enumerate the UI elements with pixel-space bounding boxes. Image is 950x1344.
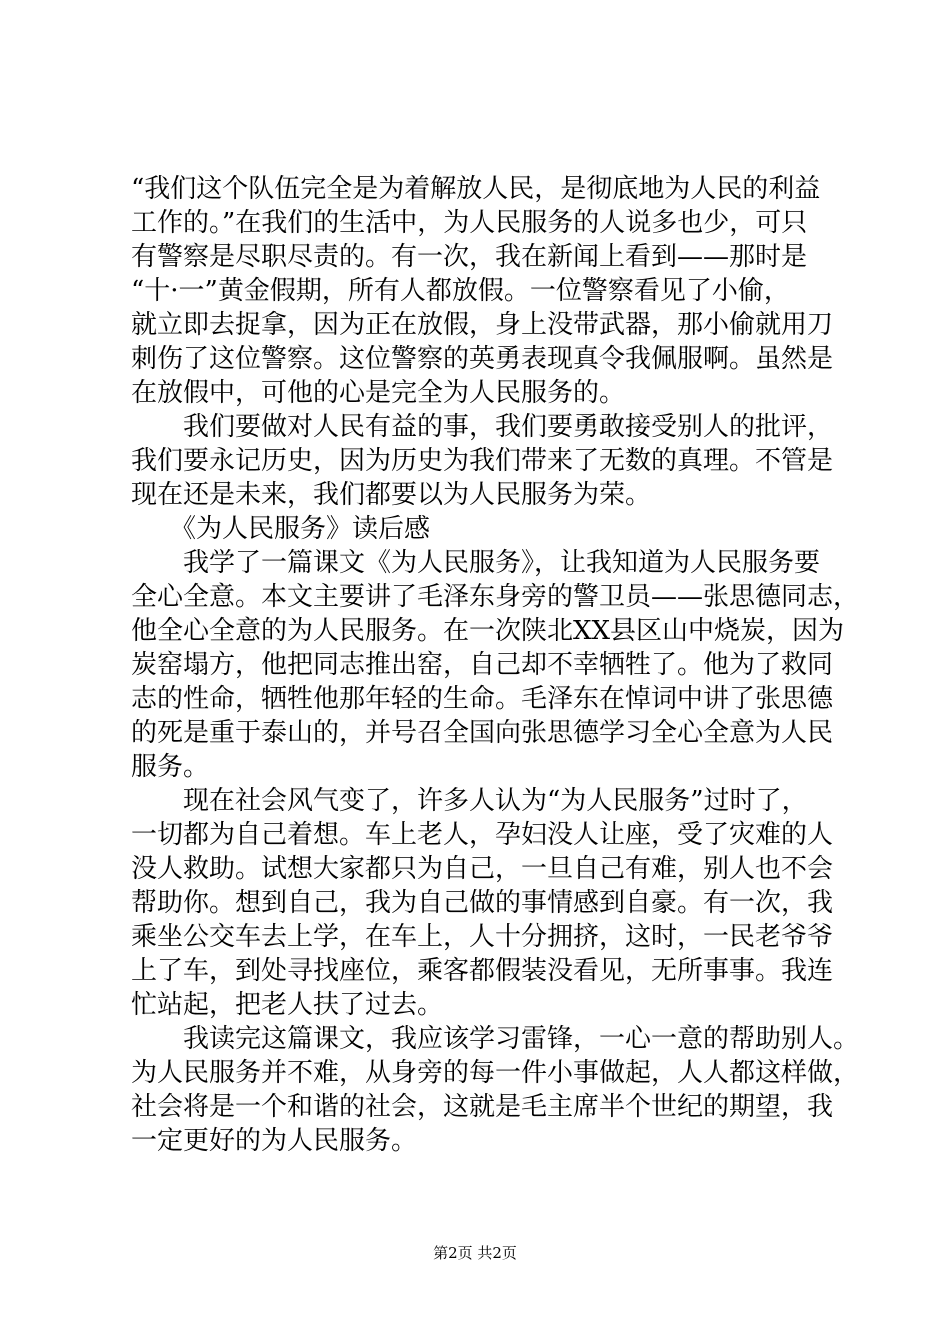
text-line: 社会将是一个和谐的社会，这就是毛主席半个世纪的期望，我 xyxy=(131,1092,834,1122)
text-line: 我们要做对人民有益的事，我们要勇敢接受别人的批评， xyxy=(131,412,834,442)
text-line: 炭窑塌方，他把同志推出窑，自己却不幸牺牲了。他为了救同 xyxy=(131,650,834,680)
text-line: 帮助你。想到自己，我为自己做的事情感到自豪。有一次，我 xyxy=(131,888,834,918)
text-line: 志的性命，牺牲他那年轻的生命。毛泽东在悼词中讲了张思德 xyxy=(131,684,834,714)
text-line: 没人救助。试想大家都只为自己，一旦自己有难，别人也不会 xyxy=(131,854,834,884)
text-line: 现在社会风气变了，许多人认为“为人民服务”过时了， xyxy=(131,786,808,816)
document-body xyxy=(131,172,860,1158)
text-line: 现在还是未来，我们都要以为人民服务为荣。 xyxy=(131,480,652,510)
text-line: 有警察是尽职尽责的。有一次，我在新闻上看到——那时是 xyxy=(131,242,808,272)
text-line: 乘坐公交车去上学，在车上，人十分拥挤，这时，一民老爷爷 xyxy=(131,922,834,952)
text-line: 一切都为自己着想。车上老人，孕妇没人让座，受了灾难的人 xyxy=(131,820,834,850)
text-line: 上了车，到处寻找座位，乘客都假装没看见，无所事事。我连 xyxy=(131,956,834,986)
text-line: 工作的。”在我们的生活中，为人民服务的人说多也少，可只 xyxy=(131,208,808,238)
text-line: 忙站起，把老人扶了过去。 xyxy=(131,990,444,1020)
text-line: 我们要永记历史，因为历史为我们带来了无数的真理。不管是 xyxy=(131,446,834,476)
text-line: 他全心全意的为人民服务。在一次陕北XX县区山中烧炭，因为 xyxy=(131,616,845,646)
text-line: 一定更好的为人民服务。 xyxy=(131,1126,418,1156)
text-line: 的死是重于泰山的，并号召全国向张思德学习全心全意为人民 xyxy=(131,718,834,748)
text-line: 在放假中，可他的心是完全为人民服务的。 xyxy=(131,378,626,408)
text-line: “我们这个队伍完全是为着解放人民，是彻底地为人民的利益 xyxy=(131,174,821,204)
text-line: 就立即去捉拿，因为正在放假，身上没带武器，那小偷就用刀 xyxy=(131,310,834,340)
page-number-footer: 第2页 共2页 xyxy=(433,1244,517,1262)
text-line: 我读完这篇课文，我应该学习雷锋，一心一意的帮助别人。 xyxy=(131,1024,860,1054)
text-line: 刺伤了这位警察。这位警察的英勇表现真令我佩服啊。虽然是 xyxy=(131,344,834,374)
text-line: “十·一”黄金假期，所有人都放假。一位警察看见了小偷， xyxy=(131,276,790,306)
text-line: 全心全意。本文主要讲了毛泽东身旁的警卫员——张思德同志， xyxy=(131,582,860,612)
text-line: 服务。 xyxy=(131,752,210,782)
section-title: 《为人民服务》读后感 xyxy=(131,514,431,544)
text-line: 我学了一篇课文《为人民服务》，让我知道为人民服务要 xyxy=(131,548,821,578)
text-line: 为人民服务并不难，从身旁的每一件小事做起，人人都这样做， xyxy=(131,1058,860,1088)
